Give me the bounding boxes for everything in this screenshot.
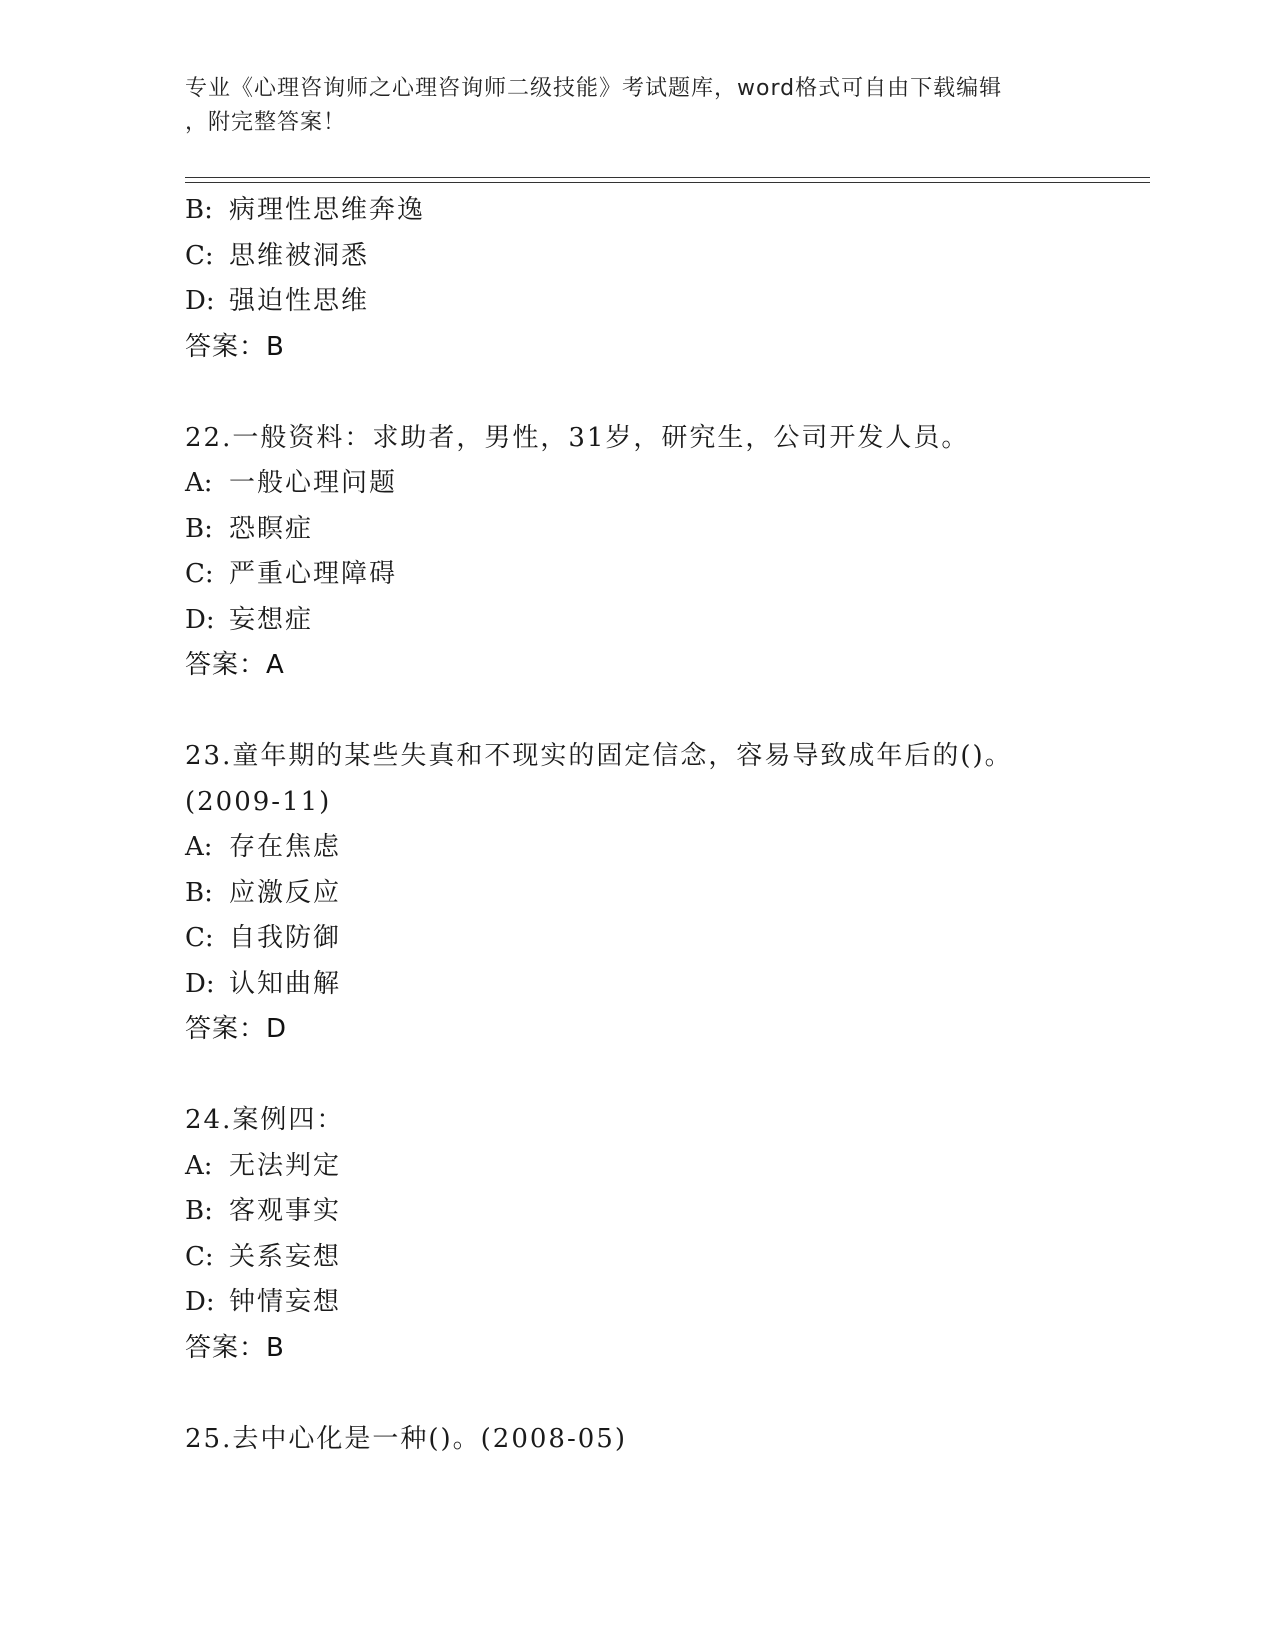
- question-22: [185, 416, 1150, 689]
- option-d: D: 强迫性思维: [185, 286, 370, 316]
- option-c: C: 自我防御: [185, 923, 342, 953]
- question-stem: 22.一般资料：求助者，男性，31岁，研究生，公司开发人员。: [185, 422, 970, 453]
- option-b: B: 客观事实: [185, 1196, 342, 1226]
- question-stem: 25.去中心化是一种()。(2008-05): [185, 1423, 627, 1454]
- option-c: C: 思维被洞悉: [185, 240, 370, 271]
- answer: 答案：B: [185, 1332, 285, 1363]
- question-stem-continued: (2009-11): [185, 786, 332, 817]
- answer: 答案：A: [185, 650, 285, 680]
- question-list: [185, 188, 1150, 1462]
- header-title: 专业《心理咨询师之心理咨询师二级技能》考试题库，word格式可自由下载编辑: [185, 76, 1003, 101]
- header-subtitle: ，附完整答案！: [185, 110, 347, 135]
- option-c: C: 严重心理障碍: [185, 559, 398, 589]
- document-header: [185, 72, 1075, 140]
- option-d: D: 钟情妄想: [185, 1287, 342, 1317]
- option-b: B: 病理性思维奔逸: [185, 195, 426, 225]
- answer: 答案：B: [185, 331, 285, 362]
- option-b: B: 应激反应: [185, 877, 342, 908]
- question-21: [185, 188, 1150, 370]
- option-d: D: 妄想症: [185, 604, 314, 635]
- option-a: A: 存在焦虑: [185, 832, 342, 862]
- option-d: D: 认知曲解: [185, 968, 342, 999]
- option-c: C: 关系妄想: [185, 1241, 342, 1272]
- question-24: [185, 1098, 1150, 1371]
- option-a: A: 一般心理问题: [185, 468, 398, 498]
- question-stem: 23.童年期的某些失真和不现实的固定信念，容易导致成年后的()。: [185, 741, 1013, 771]
- option-b: B: 恐瞑症: [185, 513, 314, 544]
- header-divider-bottom: [185, 182, 1150, 183]
- question-23: [185, 734, 1150, 1053]
- option-a: A: 无法判定: [185, 1150, 342, 1181]
- question-stem: 24.案例四：: [185, 1105, 345, 1135]
- answer: 答案：D: [185, 1014, 288, 1044]
- header-divider-top: [185, 177, 1150, 178]
- question-25: [185, 1417, 1150, 1463]
